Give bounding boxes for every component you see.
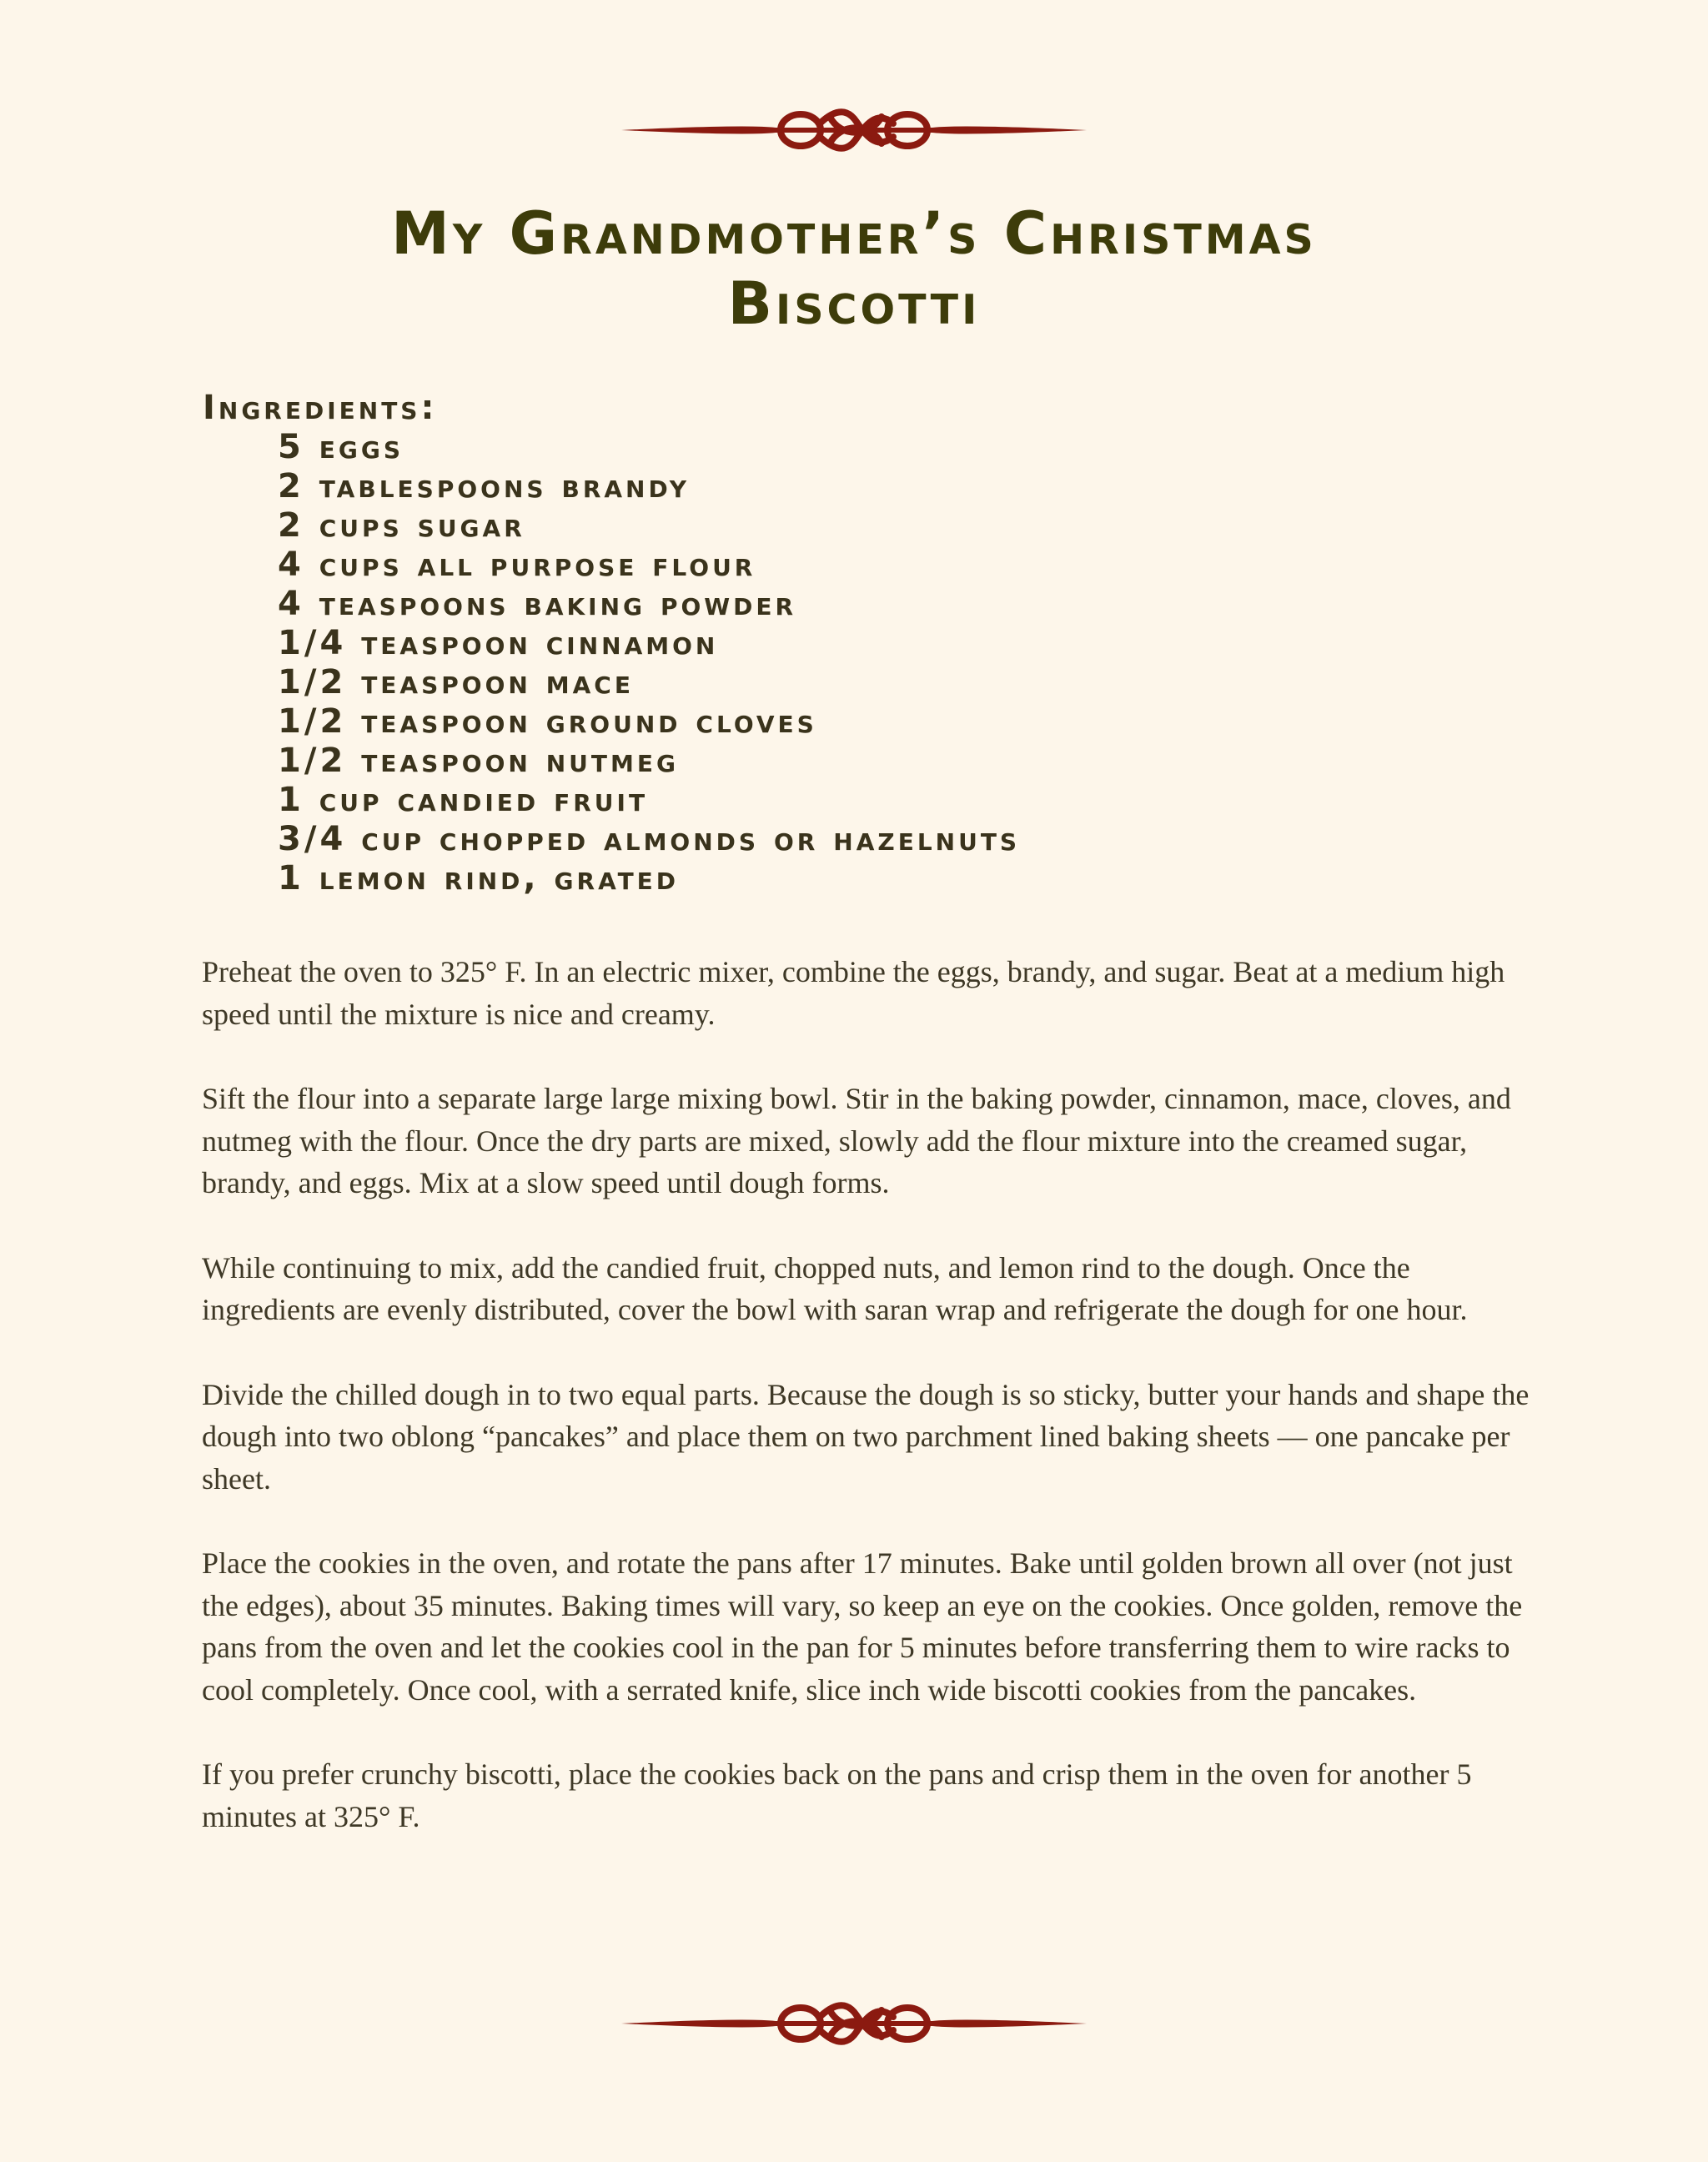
method-paragraph: Preheat the oven to 325° F. In an electric mixer, combine the eggs, brandy, and sugar. Beat at a medium high speed until the mixture is nice and creamy. [202,955,1505,1031]
ingredient-item: 1/2 teaspoon nutmeg [278,742,679,780]
ingredient-item: 3/4 cup chopped almonds or hazelnuts [278,820,1021,858]
ingredient-item: 2 tablespoons brandy [278,467,690,505]
method-section [202,951,1536,1880]
ingredient-item: 5 eggs [278,428,404,466]
ingredient-item: 1/2 teaspoon ground cloves [278,702,817,741]
method-paragraph: Sift the flour into a separate large large mixing bowl. Stir in the baking powder, cinnamon, mace, cloves, and nutmeg with the flour. Once the dry parts are mixed, slowly add the flour mixture into the creamed sugar, brandy, and eggs. Mix at a slow speed until dough forms. [202,1082,1511,1199]
method-paragraph: If you prefer crunchy biscotti, place the cookies back on the pans and crisp them in the oven for another 5 minutes at 325° F. [202,1757,1472,1833]
knot-divider-icon [621,105,1087,155]
ingredient-item: 4 teaspoons baking powder [278,585,797,623]
method-paragraph: While continuing to mix, add the candied fruit, chopped nuts, and lemon rind to the dough. Once the ingredients are evenly distributed, cover the bowl with saran wrap and refrigerate the dough for one hour. [202,1250,1468,1326]
knot-divider-icon [621,1999,1087,2049]
ingredient-item: 1/2 teaspoon mace [278,663,634,701]
ingredients-heading: Ingredients: [203,389,438,427]
ingredient-item: 2 cups sugar [278,506,525,545]
ingredient-list [203,428,1020,898]
method-paragraph: Divide the chilled dough in to two equal parts. Because the dough is so sticky, butter your hands and shape the dough into two oblong “pancakes” and place them on two parchment lined baking sheets — one pancake per sheet. [202,1377,1530,1496]
method-paragraph: Place the cookies in the oven, and rotate the pans after 17 minutes. Bake until golden brown all over (not just the edges), about 35 minutes. Baking times will vary, so keep an eye on the cookies. Once golden, remove the pans from the oven and let the cookies cool in the pan for 5 minutes before transferring them to wire racks to cool completely. Once cool, with a serrated knife, slice inch wide biscotti cookies from the pancakes. [202,1546,1523,1707]
page-title [0,199,1708,339]
ingredient-item: 1 lemon rind, grated [278,859,680,897]
ingredient-item: 4 cups all purpose flour [278,546,756,584]
title-line-2: Biscotti [727,269,981,338]
ingredient-item: 1/4 teaspoon cinnamon [278,624,719,662]
ingredient-item: 1 cup candied fruit [278,781,649,819]
title-line-1: My Grandmother’s Christmas [391,199,1317,268]
ingredients-section [203,389,1020,898]
